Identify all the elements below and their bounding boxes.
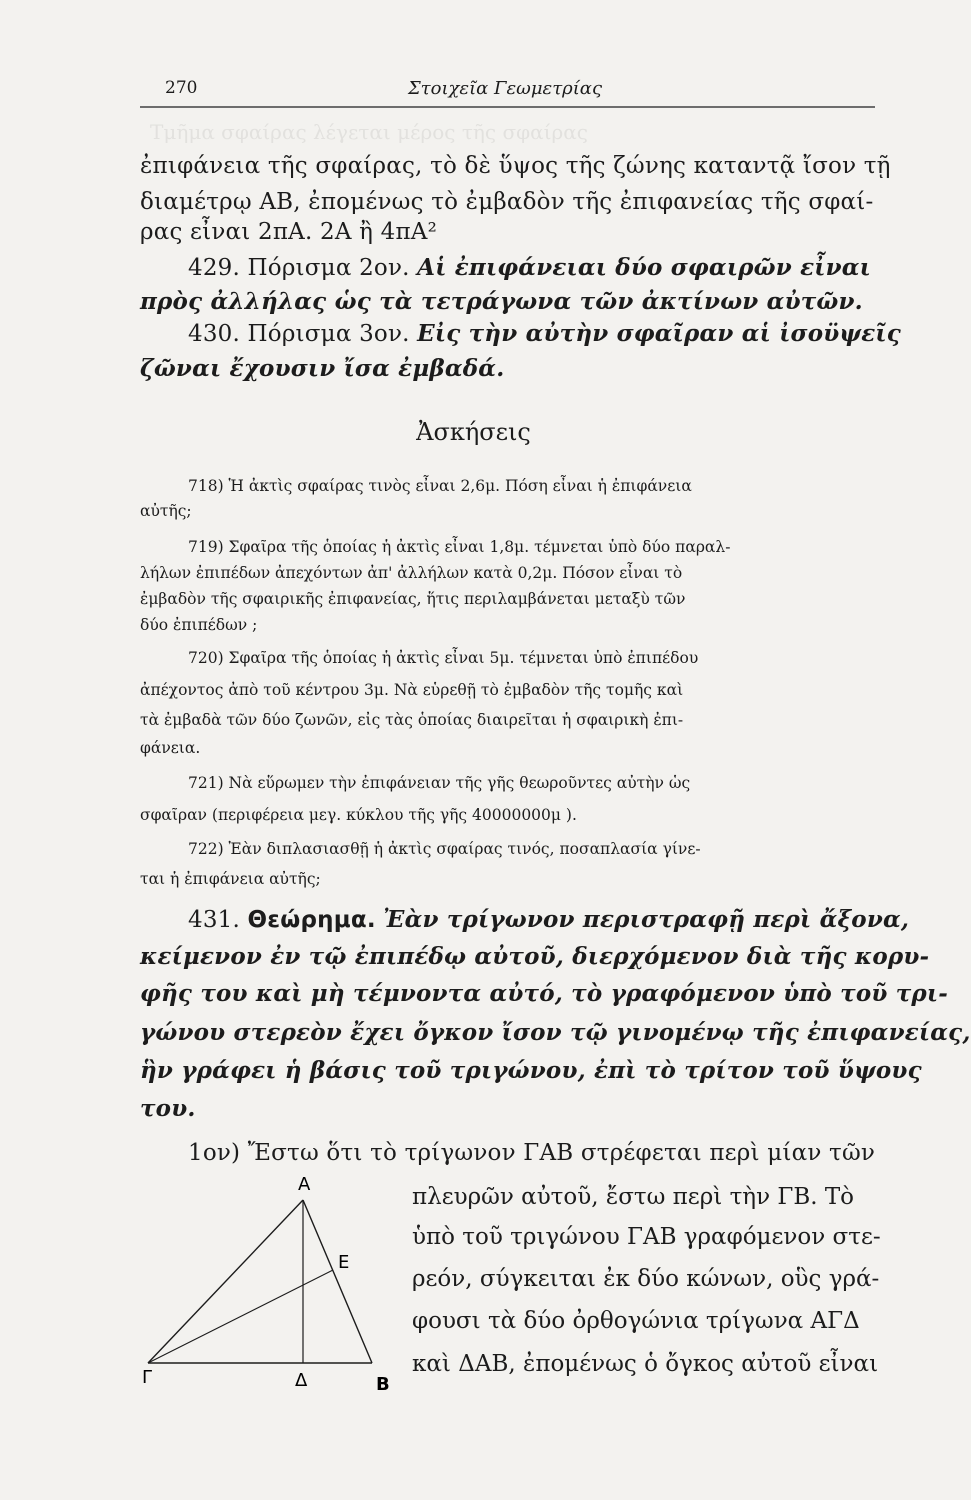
porisma-430 [140,319,923,349]
label-G: Γ [142,1367,153,1388]
label-B: B [376,1374,390,1395]
exercise-line: δύο ἐπιπέδων ; [140,616,258,634]
exercise-line: 718) Ἡ ἀκτὶς σφαίρας τινὸς εἶναι 2,6μ. Πόση εἶναι ἡ ἐπιφάνεια [188,477,692,495]
exercise-line: σφαῖραν (περιφέρεια μεγ. κύκλου τῆς γῆς 40000000μ ). [140,806,577,824]
theorem-431 [140,905,923,935]
exercise-line: 720) Σφαῖρα τῆς ὁποίας ἡ ἀκτὶς εἶναι 5μ. τέμνεται ὑπὸ ἐπιπέδου [188,649,699,667]
exercise-line: ται ἡ ἐπιφάνεια αὐτῆς; [140,870,321,888]
proof-line: πλευρῶν αὐτοῦ, ἔστω περὶ τὴν ΓΒ. Τὸ [412,1184,855,1210]
running-title: Στοιχεῖα Γεωμετρίας [407,78,603,99]
body-line: διαμέτρῳ ΑΒ, ἐπομένως τὸ ἐμβαδὸν τῆς ἐπιφανείας τῆς σφαί- [140,189,874,215]
exercise-line: ἐμβαδὸν τῆς σφαιρικῆς ἐπιφανείας, ἥτις περιλαμβάνεται μεταξὺ τῶν [140,590,686,608]
exercise-line: λήλων ἐπιπέδων ἀπεχόντων ἀπ' ἀλλήλων κατὰ 0,2μ. Πόσον εἶναι τὸ [140,564,683,582]
exercise-line: 719) Σφαῖρα τῆς ὁποίας ἡ ἀκτὶς εἶναι 1,8μ. τέμνεται ὑπὸ δύο παραλ- [188,538,731,556]
porisma-number: 429. [188,255,241,281]
porisma-text: Εἰς τὴν αὐτὴν σφαῖραν αἱ ἰσοϋψεῖς [417,320,901,347]
porisma-label: Πόρισμα 2ον. [247,255,410,281]
proof-line: καὶ ΔΑΒ, ἐπομένως ὁ ὄγκος αὐτοῦ εἶναι [412,1351,879,1377]
porisma-number: 430. [188,321,241,347]
theorem-text-line: κείμενον ἐν τῷ ἐπιπέδῳ αὐτοῦ, διερχόμενον διὰ τῆς κορυ- [140,943,930,970]
exercise-line: 722) Ἐὰν διπλασιασθῇ ἡ ἀκτὶς σφαίρας τινός, ποσαπλασία γίνε- [188,840,701,858]
exercise-line: τὰ ἐμβαδὰ τῶν δύο ζωνῶν, εἰς τὰς ὁποίας διαιρεῖται ἡ σφαιρικὴ ἐπι- [140,711,684,729]
theorem-label: Θεώρημα. [247,907,376,933]
body-line: ἐπιφάνεια τῆς σφαίρας, τὸ δὲ ὕψος τῆς ζώνης καταντᾷ ἴσον τῇ [140,153,891,179]
proof-line: 1ον) Ἔστω ὅτι τὸ τρίγωνον ΓΑΒ στρέφεται περὶ μίαν τῶν [188,1140,876,1166]
exercise-line: αὐτῆς; [140,502,192,520]
bleed-through-text: Τμῆμα σφαίρας λέγεται μέρος τῆς σφαίρας [150,120,588,144]
header-rule [140,106,875,108]
proof-line: ὑπὸ τοῦ τριγώνου ΓΑΒ γραφόμενον στε- [412,1224,881,1250]
body-line: ρας εἶναι 2πΑ. 2Α ἢ 4πΑ² [140,219,438,245]
label-E: E [338,1252,350,1273]
side-AB [303,1200,372,1363]
page-header [135,78,875,108]
side-GA [148,1200,303,1363]
exercises-heading: Ἀσκήσεις [416,418,531,446]
theorem-text-line: ἣν γράφει ἡ βάσις τοῦ τριγώνου, ἐπὶ τὸ τρίτον τοῦ ὕψους [140,1057,922,1084]
exercise-line: φάνεια. [140,739,201,757]
porisma-text-cont: ζῶναι ἔχουσιν ἴσα ἐμβαδά. [140,355,505,382]
porisma-text-cont: πρὸς ἀλλήλας ὡς τὰ τετράγωνα τῶν ἀκτίνων αὐτῶν. [140,288,863,315]
proof-line: φουσι τὰ δύο ὀρθογώνια τρίγωνα ΑΓΔ [412,1308,860,1334]
triangle-figure [140,1168,400,1393]
porisma-429 [140,253,923,283]
theorem-number: 431. [188,907,241,933]
theorem-text-line: γώνου στερεὸν ἔχει ὄγκον ἴσον τῷ γινομένῳ τῆς ἐπιφανείας, [140,1019,971,1046]
label-A: A [298,1174,311,1195]
segment-GE [148,1270,333,1363]
exercise-line: 721) Νὰ εὕρωμεν τὴν ἐπιφάνειαν τῆς γῆς θεωροῦντες αὐτὴν ὡς [188,774,691,792]
theorem-text-line: φῆς του καὶ μὴ τέμνοντα αὐτό, τὸ γραφόμενον ὑπὸ τοῦ τρι- [140,980,948,1007]
theorem-text: Ἐὰν τρίγωνον περιστραφῇ περὶ ἄξονα, [383,906,910,933]
porisma-text: Αἱ ἐπιφάνειαι δύο σφαιρῶν εἶναι [417,254,872,281]
porisma-label: Πόρισμα 3ον. [247,321,410,347]
page-number: 270 [165,78,198,98]
exercise-line: ἀπέχοντος ἀπὸ τοῦ κέντρου 3μ. Νὰ εὑρεθῇ τὸ ἐμβαδὸν τῆς τομῆς καὶ [140,681,684,699]
label-D: Δ [295,1370,308,1391]
theorem-text-line: του. [140,1095,196,1122]
proof-line: ρεόν, σύγκειται ἐκ δύο κώνων, οὓς γρά- [412,1266,880,1292]
